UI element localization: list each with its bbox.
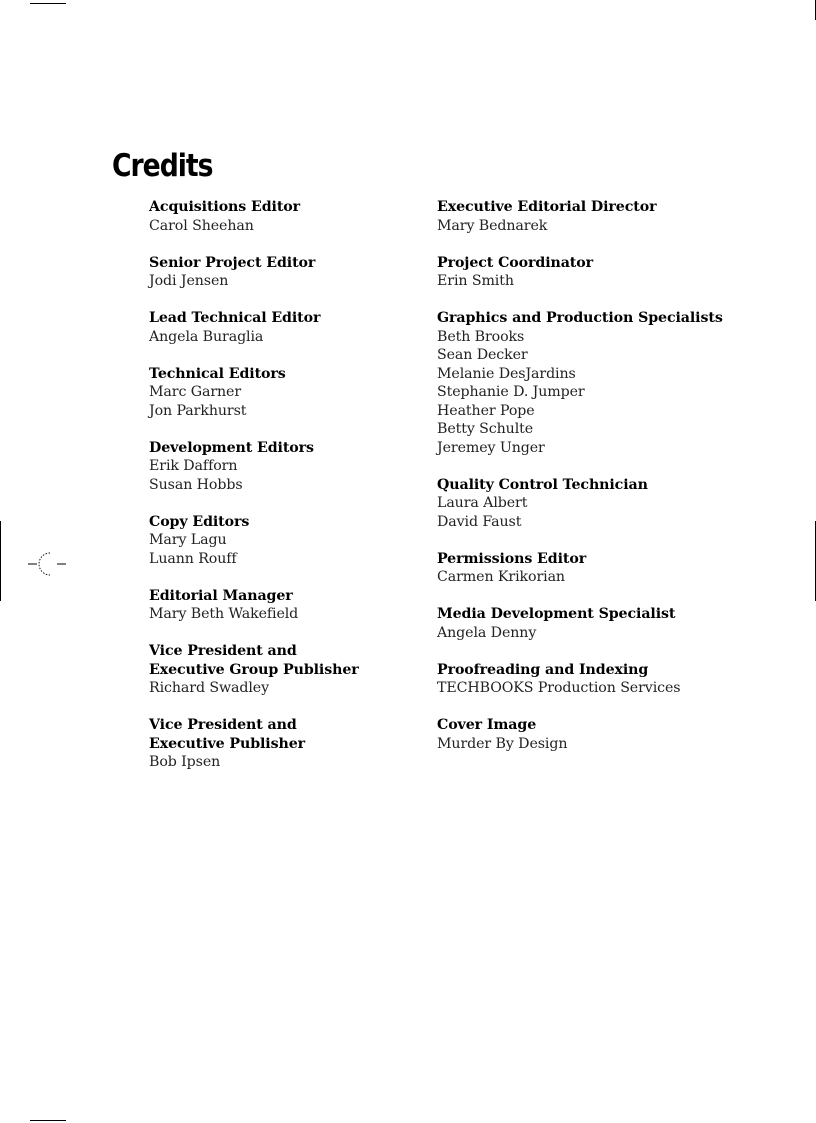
credit-name: Jeremey Unger [437,439,545,456]
credit-role: Graphics and Production Specialists [437,310,723,326]
credit-name: Luann Rouff [149,550,237,567]
credit-role: Technical Editors [149,365,286,382]
credit-name: Carol Sheehan [149,217,254,234]
credit-role: Project Coordinator [437,254,593,271]
credit-name: Melanie DesJardins [437,365,576,382]
credit-role: Senior Project Editor [149,254,316,271]
credit-role: Executive Group Publisher [149,661,359,678]
credit-entry [149,513,429,569]
credit-role: Lead Technical Editor [149,310,321,326]
credit-role: Vice President and [149,643,297,659]
credit-role: Copy Editors [149,513,250,530]
credit-role: Executive Publisher [149,735,305,752]
credit-entry [437,476,807,532]
credit-entry [437,605,807,642]
credit-role: Acquisitions Editor [149,199,301,215]
credits-right-column [437,198,807,772]
credit-role: Permissions Editor [437,550,587,567]
credit-entry [149,642,429,698]
credit-name: Mary Beth Wakefield [149,606,299,622]
credit-name: David Faust [437,513,522,530]
credit-name: Richard Swadley [149,680,269,696]
credit-name: Jon Parkhurst [149,402,247,419]
credit-entry [437,198,807,235]
credit-name: Laura Albert [437,495,528,511]
crop-mark-bottom [30,1120,66,1121]
credit-name: Bob Ipsen [149,754,221,770]
credit-entry [437,661,807,698]
credit-entry [149,198,429,235]
credit-role: Media Development Specialist [437,606,676,622]
credit-name: Erin Smith [437,273,514,289]
credit-name: Murder By Design [437,735,568,752]
credit-name: Susan Hobbs [149,476,243,493]
credit-name: Betty Schulte [437,421,534,437]
credit-entry [149,587,429,624]
credit-name: Sean Decker [437,347,528,363]
credit-name: Beth Brooks [437,328,525,345]
credits-left-column [149,198,429,790]
credit-role: Quality Control Technician [437,476,648,493]
credit-role: Executive Editorial Director [437,199,657,215]
credit-name: Stephanie D. Jumper [437,384,585,400]
credit-role: Vice President and [149,717,297,733]
registration-mark-icon [28,550,66,576]
credit-entry [437,716,807,753]
credit-name: Mary Bednarek [437,217,548,234]
credit-name: Angela Buraglia [149,328,264,345]
credit-role: Development Editors [149,439,314,456]
credit-entry [149,309,429,346]
credit-name: Carmen Krikorian [437,569,565,585]
credit-entry [437,550,807,587]
credit-name: Marc Garner [149,384,242,400]
credit-role: Cover Image [437,717,537,733]
credit-name: Mary Lagu [149,532,227,548]
credit-entry [149,716,429,772]
crop-mark-left [0,521,1,601]
credit-entry [437,309,807,457]
credit-role: Editorial Manager [149,587,293,604]
credit-entry [149,439,429,495]
credit-name: Heather Pope [437,402,535,419]
crop-mark-top [30,3,66,4]
credit-name: Angela Denny [437,624,537,641]
page-title: Credits [112,148,213,184]
credit-name: Erik Dafforn [149,458,238,474]
credit-entry [149,254,429,291]
credit-entry [437,254,807,291]
credit-role: Proofreading and Indexing [437,661,649,678]
credit-name: TECHBOOKS Production Services [437,680,681,696]
credit-name: Jodi Jensen [149,273,229,289]
credit-entry [149,365,429,421]
